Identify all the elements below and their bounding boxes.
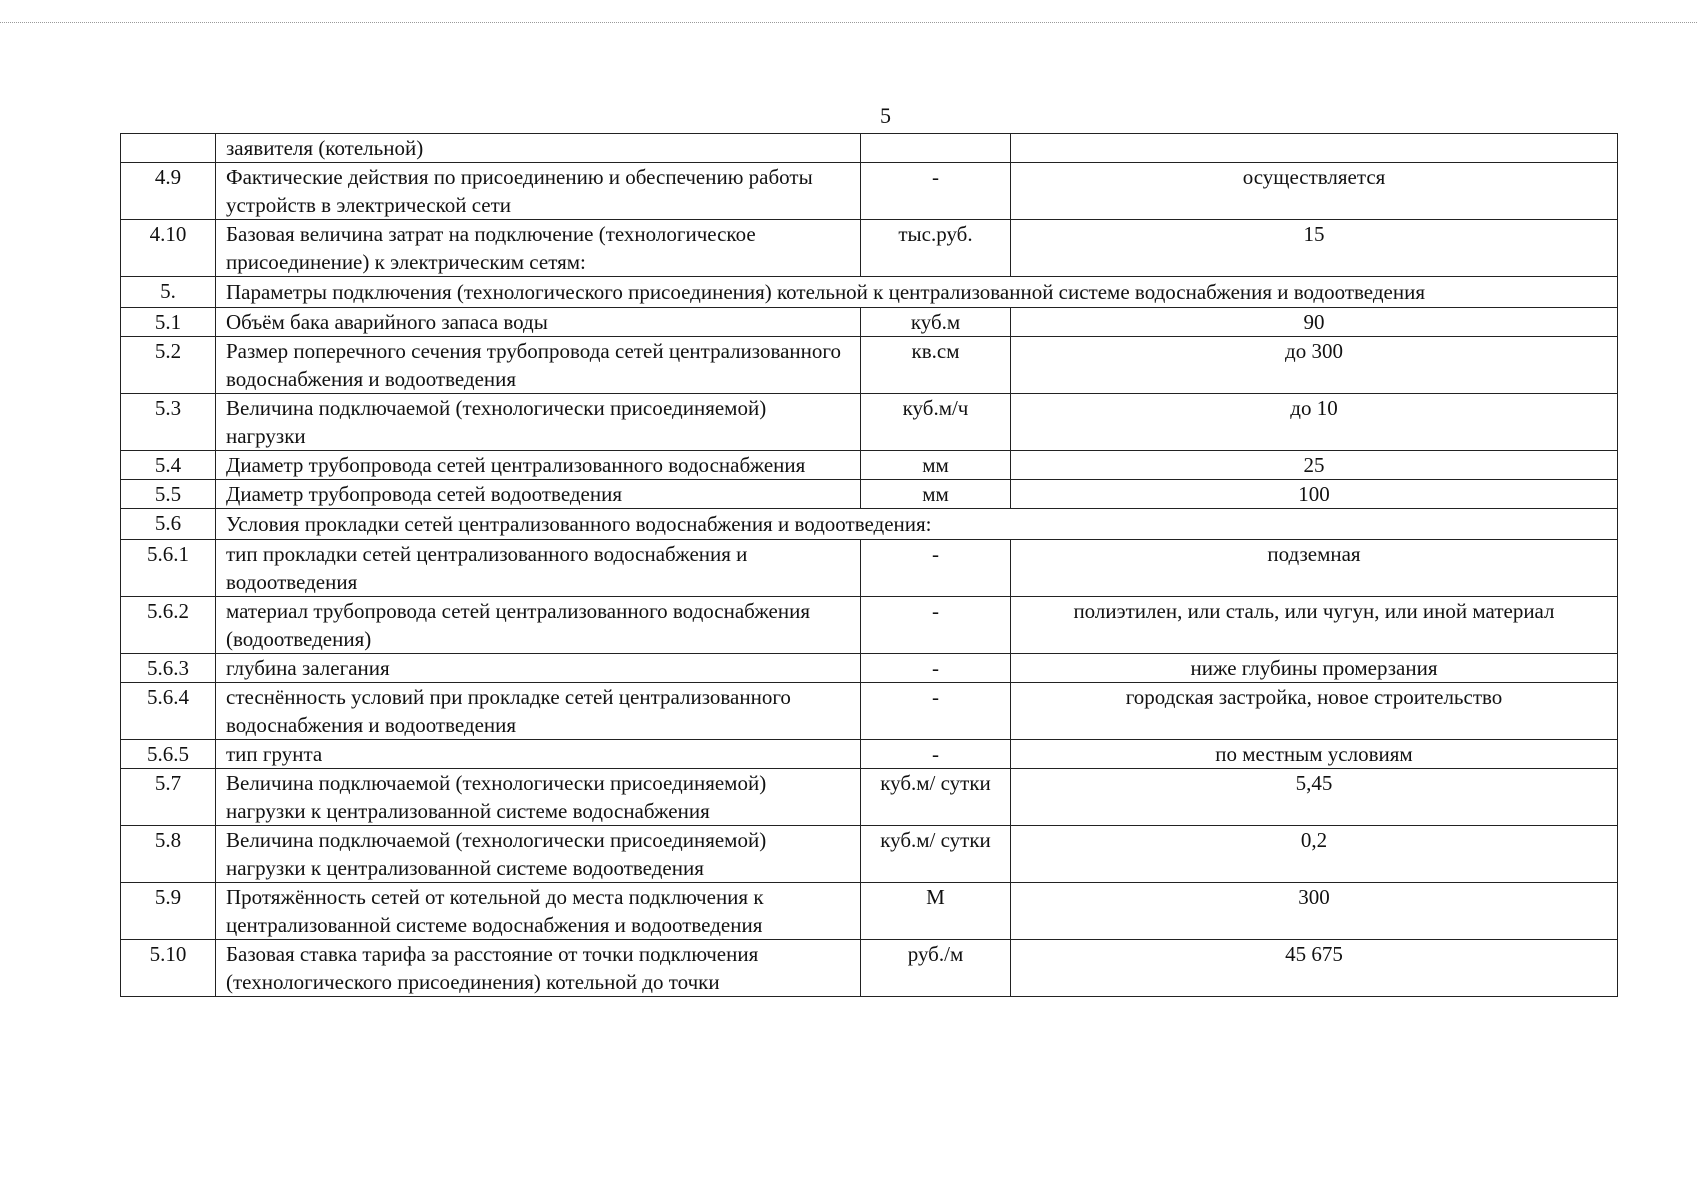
row-number: 5.6.5: [121, 740, 216, 769]
scan-top-rule: [0, 22, 1697, 23]
row-description: материал трубопровода сетей централизованного водоснабжения (водоотведения): [216, 597, 861, 654]
row-description: Величина подключаемой (технологически присоединяемой) нагрузки к централизованной системе водоснабжения: [216, 769, 861, 826]
parameters-table: [120, 133, 1618, 997]
row-value: 45 675: [1011, 940, 1618, 997]
row-value: полиэтилен, или сталь, или чугун, или иной материал: [1011, 597, 1618, 654]
row-unit: тыс.руб.: [861, 220, 1011, 277]
row-unit: -: [861, 540, 1011, 597]
table-row: [121, 683, 1618, 740]
table-row: [121, 883, 1618, 940]
row-unit: [861, 134, 1011, 163]
row-number: 5.7: [121, 769, 216, 826]
row-unit: куб.м/ч: [861, 394, 1011, 451]
row-description: Базовая величина затрат на подключение (технологическое присоединение) к электрическим сетям:: [216, 220, 861, 277]
row-value: по местным условиям: [1011, 740, 1618, 769]
row-number: 5.6.4: [121, 683, 216, 740]
table-row: [121, 394, 1618, 451]
row-value: 90: [1011, 308, 1618, 337]
table-row: [121, 826, 1618, 883]
row-number: 4.9: [121, 163, 216, 220]
row-unit: -: [861, 163, 1011, 220]
row-unit: куб.м/ сутки: [861, 826, 1011, 883]
page-number: 5: [880, 103, 891, 128]
row-number: 5.10: [121, 940, 216, 997]
row-value: 100: [1011, 480, 1618, 509]
row-number: 5.3: [121, 394, 216, 451]
row-number: 5.2: [121, 337, 216, 394]
row-value: ниже глубины промерзания: [1011, 654, 1618, 683]
table-row: [121, 134, 1618, 163]
row-value: до 300: [1011, 337, 1618, 394]
row-description: Размер поперечного сечения трубопровода сетей централизованного водоснабжения и водоотведения: [216, 337, 861, 394]
row-number: 5.8: [121, 826, 216, 883]
row-number: 5.9: [121, 883, 216, 940]
row-unit: мм: [861, 451, 1011, 480]
table-row: [121, 337, 1618, 394]
table-row: [121, 769, 1618, 826]
row-description: стеснённость условий при прокладке сетей централизованного водоснабжения и водоотведения: [216, 683, 861, 740]
row-value: городская застройка, новое строительство: [1011, 683, 1618, 740]
row-description: Условия прокладки сетей централизованного водоснабжения и водоотведения:: [216, 509, 1618, 540]
row-number: [121, 134, 216, 163]
row-value: 15: [1011, 220, 1618, 277]
row-description: тип грунта: [216, 740, 861, 769]
row-number: 5.6: [121, 509, 216, 540]
row-value: 300: [1011, 883, 1618, 940]
table-row: [121, 509, 1618, 540]
table-row: [121, 277, 1618, 308]
row-number: 5.: [121, 277, 216, 308]
row-number: 5.6.2: [121, 597, 216, 654]
row-number: 5.1: [121, 308, 216, 337]
table-row: [121, 220, 1618, 277]
row-description: Базовая ставка тарифа за расстояние от точки подключения (технологического присоединения) котельной до точки: [216, 940, 861, 997]
row-unit: куб.м: [861, 308, 1011, 337]
row-description: Объём бака аварийного запаса воды: [216, 308, 861, 337]
row-unit: куб.м/ сутки: [861, 769, 1011, 826]
row-unit: -: [861, 597, 1011, 654]
row-value: [1011, 134, 1618, 163]
table-row: [121, 540, 1618, 597]
row-number: 5.5: [121, 480, 216, 509]
row-value: до 10: [1011, 394, 1618, 451]
row-unit: руб./м: [861, 940, 1011, 997]
row-description: глубина залегания: [216, 654, 861, 683]
table-row: [121, 654, 1618, 683]
row-value: подземная: [1011, 540, 1618, 597]
row-number: 4.10: [121, 220, 216, 277]
table-row: [121, 740, 1618, 769]
row-description: заявителя (котельной): [216, 134, 861, 163]
table-row: [121, 940, 1618, 997]
table-row: [121, 308, 1618, 337]
row-unit: мм: [861, 480, 1011, 509]
row-unit: -: [861, 740, 1011, 769]
row-description: Фактические действия по присоединению и обеспечению работы устройств в электрической сети: [216, 163, 861, 220]
row-description: Величина подключаемой (технологически присоединяемой) нагрузки к централизованной системе водоотведения: [216, 826, 861, 883]
row-value: 0,2: [1011, 826, 1618, 883]
row-value: 25: [1011, 451, 1618, 480]
row-description: Диаметр трубопровода сетей водоотведения: [216, 480, 861, 509]
row-unit: М: [861, 883, 1011, 940]
row-number: 5.6.1: [121, 540, 216, 597]
row-description: тип прокладки сетей централизованного водоснабжения и водоотведения: [216, 540, 861, 597]
row-unit: -: [861, 654, 1011, 683]
table-row: [121, 163, 1618, 220]
table-row: [121, 597, 1618, 654]
table-row: [121, 451, 1618, 480]
row-description: Величина подключаемой (технологически присоединяемой) нагрузки: [216, 394, 861, 451]
table-row: [121, 480, 1618, 509]
row-value: 5,45: [1011, 769, 1618, 826]
row-number: 5.4: [121, 451, 216, 480]
row-number: 5.6.3: [121, 654, 216, 683]
row-description: Диаметр трубопровода сетей централизованного водоснабжения: [216, 451, 861, 480]
row-unit: кв.см: [861, 337, 1011, 394]
row-description: Протяжённость сетей от котельной до места подключения к централизованной системе водоснабжения и водоотведения: [216, 883, 861, 940]
row-unit: -: [861, 683, 1011, 740]
row-description: Параметры подключения (технологического присоединения) котельной к централизованной системе водоснабжения и водоотведения: [216, 277, 1618, 308]
table-body: [121, 134, 1618, 997]
row-value: осуществляется: [1011, 163, 1618, 220]
